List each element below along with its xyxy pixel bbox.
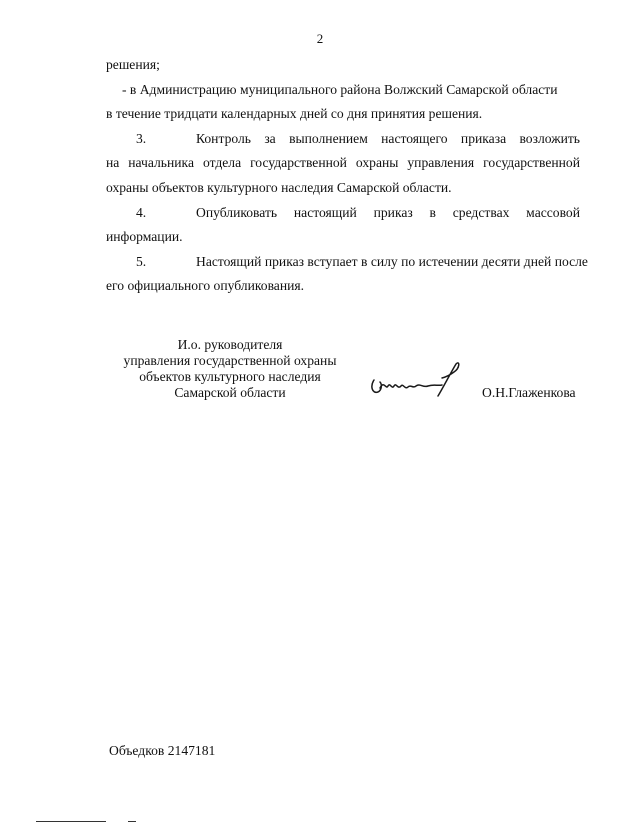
executor-note: Объедков 2147181	[109, 743, 216, 758]
text-line: в течение тридцати календарных дней со дня принятия решения.	[106, 106, 483, 122]
item-text: Контроль за выполнением настоящего приказа возложить	[196, 130, 580, 146]
footer-dash	[128, 821, 136, 822]
signatory-title	[100, 337, 360, 401]
text-line: охраны объектов культурного наследия Самарской области.	[106, 179, 452, 195]
item-text: Опубликовать настоящий приказ в средствах массовой	[196, 204, 580, 220]
footer-rule	[36, 821, 106, 822]
signatory-title-line: И.о. руководителя	[177, 337, 283, 352]
item-5-first-line	[106, 250, 588, 275]
text-line: на начальника отдела государственной охраны управления государственной	[106, 155, 580, 171]
text-line: решения;	[106, 57, 160, 72]
signatory-title-line: управления государственной охраны	[123, 353, 337, 368]
item-number: 5.	[136, 253, 147, 269]
item-text: Настоящий приказ вступает в силу по истечении десяти дней после	[196, 253, 588, 269]
item-number: 4.	[136, 204, 147, 220]
page-number: 2	[316, 31, 324, 46]
handwritten-signature	[368, 356, 464, 408]
signatory-title-line: Самарской области	[174, 385, 286, 400]
text-line: - в Администрацию муниципального района Волжский Самарской области	[122, 81, 558, 97]
text-line: его официального опубликования.	[106, 278, 305, 294]
text-line: информации.	[106, 229, 183, 245]
item-number: 3.	[136, 130, 147, 146]
item-4-first-line	[106, 201, 580, 226]
signatory-title-line: объектов культурного наследия	[139, 369, 321, 384]
signer-name: О.Н.Глаженкова	[482, 385, 576, 400]
item-3-first-line	[106, 127, 580, 152]
document-body	[106, 53, 588, 299]
